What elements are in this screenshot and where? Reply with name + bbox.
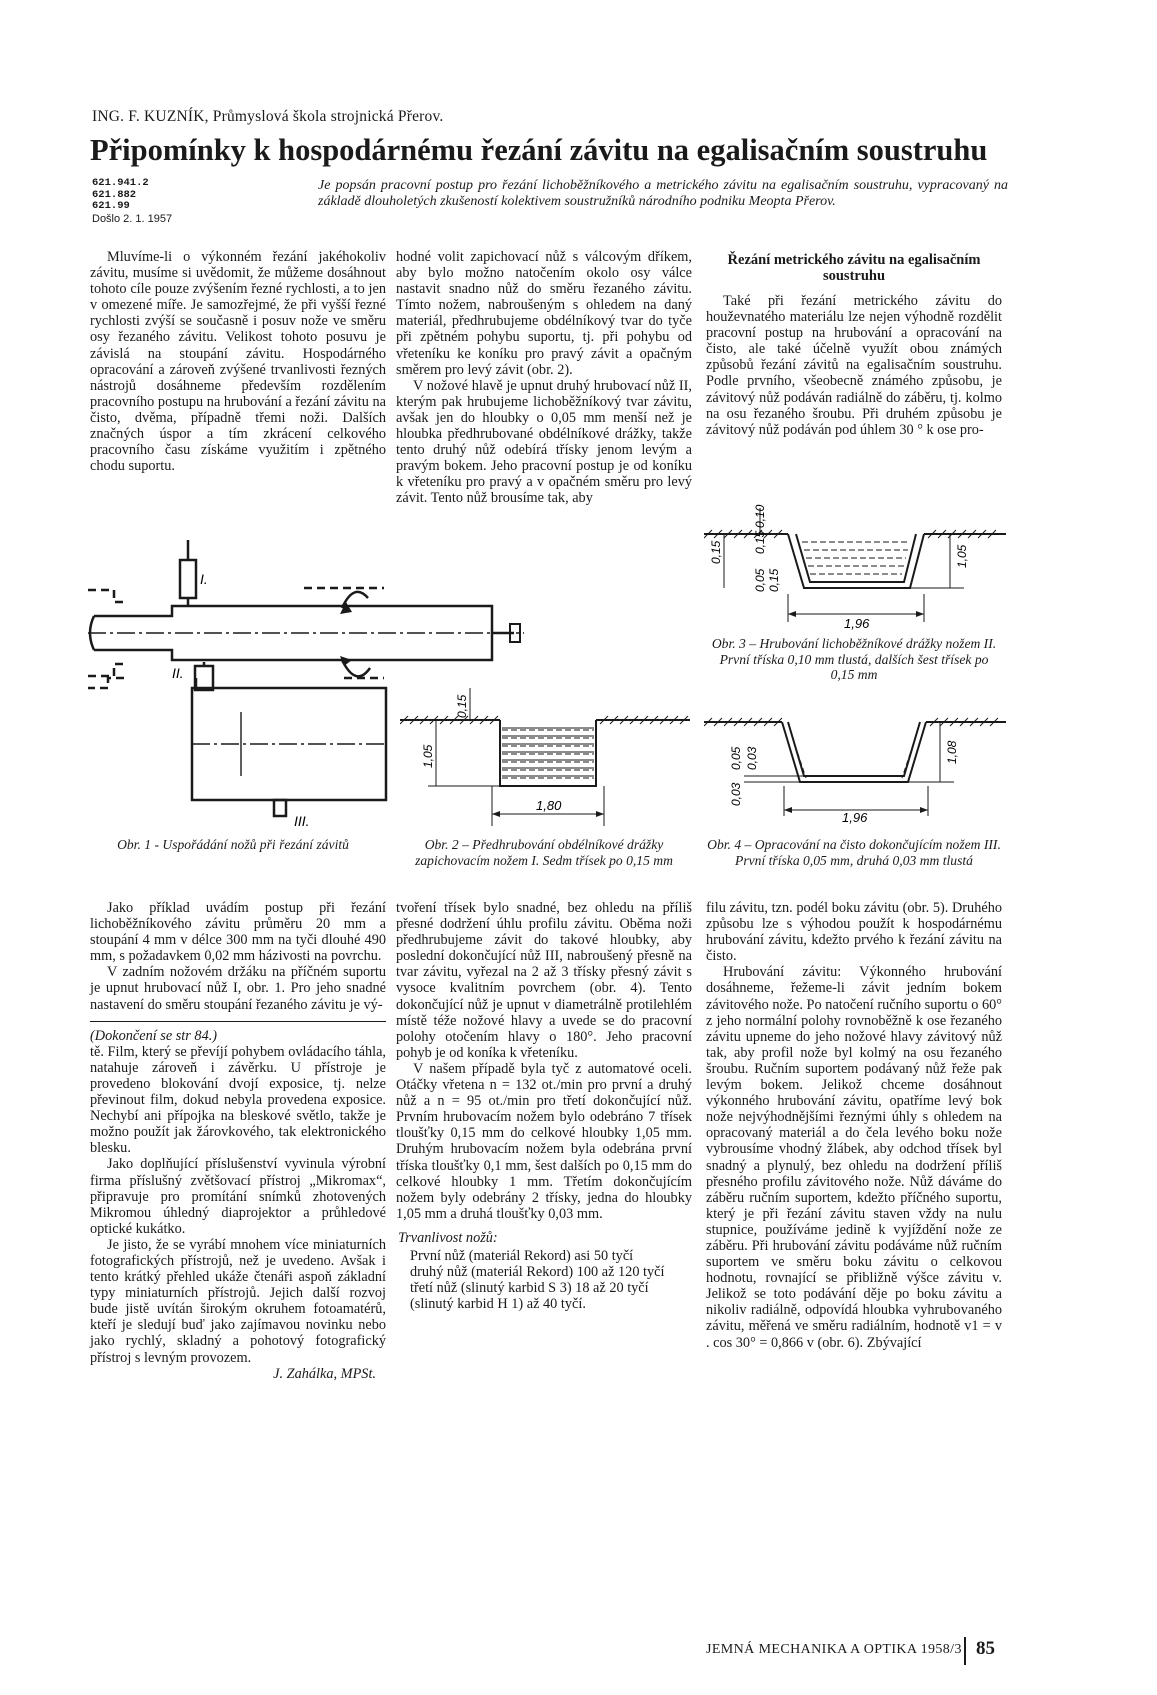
list-item: druhý nůž (materiál Rekord) 100 až 120 tyčí: [410, 1264, 665, 1281]
fig3-dim: 0,15: [753, 530, 767, 554]
durability-title: Trvanlivost nožů:: [398, 1229, 498, 1246]
fig3-dim: 0,05: [753, 568, 767, 592]
fig4-dim: 0,03: [745, 746, 759, 770]
figure-4-drawing: [704, 706, 1006, 828]
divider: [90, 1021, 386, 1022]
fig1-label-2: II.: [172, 665, 184, 681]
fig2-dim: 1,80: [536, 798, 562, 813]
signature: J. Zahálka, MPSt.: [273, 1365, 376, 1382]
udc-code: 621.941.2: [92, 177, 149, 189]
paragraph: tě. Film, který se převíjí pohybem ovládacího táhla, natahuje zároveň i závěrku. U přístroje je provedeno blokování dvojí exposice, tj. nelze převinout film, dokud nebyla provedena exposice. Nechybí ani přípojka na bleskové světlo, takže je možno použít jak žárovkového, tak elektronického blesku.: [90, 1043, 386, 1157]
fig3-dim: 1,05: [955, 544, 969, 568]
fig4-dim: 1,08: [945, 740, 959, 764]
paragraph: Mluvíme-li o výkonném řezání jakéhokoliv závitu, musíme si uvědomit, že můžeme dosáhnout tohoto cíle pouze zvýšením řezné rychlosti, a to jen v omezené míře. Je samozřejmé, že při vyšší řezné rychlosti zvýší se současně i posuv nože ve směru osy řezaného závitu. Velikost tohoto posuvu je závislá na stoupání závitu. Hospodárného opracování a zároveň zvýšené trvanlivosti řezných nástrojů dosáhneme především rozdělením pracovního postupu na hrubování a řezání závitu na čisto, dvěma, případně třemi noži. Dalších značných úspor a tím zkrácení celkového pracovního času získáme využitím i zpětného chodu suportu.: [90, 249, 386, 475]
paragraph: filu závitu, tzn. podél boku závitu (obr. 5). Druhého způsobu lze s výhodou použít k hospodárnému hrubování závitu, kdežto prvého k řezání závitu na čisto.: [706, 900, 1002, 965]
page-number: 85: [976, 1638, 995, 1659]
figure-4-caption: Obr. 4 – Opracování na čisto dokončujícím nožem III. První tříska 0,05 mm, druhá 0,03 mm tlustá: [707, 837, 1001, 868]
section-heading: Řezání metrického závitu na egalisačním soustruhu: [727, 252, 981, 284]
list-item: První nůž (materiál Rekord) asi 50 tyčí: [410, 1247, 634, 1264]
list-item: (slinutý karbid H 1) až 40 tyčí.: [410, 1296, 586, 1313]
top-column-1: [90, 249, 386, 474]
bottom-column-3: [706, 900, 1002, 1351]
paragraph: Je jisto, že se vyrábí mnohem více miniaturních fotografických přístrojů, než je uvedeno. Avšak i tento krátký přehled ukáže čtenáři aspoň základní typy miniaturních přístrojů. Jejich další rozvoj bude jistě uvítán širokým okruhem fotoamatérů, kteří je sledují buď jako zajímavou novinku nebo jako rychlý, skladný a pohotový fotografický přístroj s levným provozem.: [90, 1236, 386, 1366]
fig4-dim: 0,05: [729, 746, 743, 770]
figure-3-caption: Obr. 3 – Hrubování lichoběžníkové drážky nožem II. První tříska 0,10 mm tlustá, dalších šest třísek po 0,15 mm: [711, 636, 997, 682]
paragraph: tvoření třísek bylo snadné, bez ohledu na příliš přesné dodržení úhlu profilu závitu. Oběma noži předhrubujeme závit do takové hloubky, aby poslední dokončující nůž III, nabroušený přesně na tvar závitu, vyřezal na 2 až 3 třísky přesný závit s vysoce kvalitním povrchem (obr. 4). Tento dokončující nůž je upnut v diametrálně protilehlém místě téže nožové hlavy a uvede se do pracovní polohy otočením hlavy o 180°. Jeho pracovní pohyb je od koníka k vřeteníku.: [396, 900, 692, 1061]
paragraph: Jako příklad uvádím postup při řezání lichoběžníkového závitu průměru 20 mm a stoupání 4 mm v délce 300 mm na tyči dlouhé 490 mm, s požadavkem 0,02 mm házivosti na povrchu.: [90, 900, 386, 965]
fig2-dim: 1,05: [421, 744, 435, 768]
paragraph: V našem případě byla tyč z automatové oceli. Otáčky vřetena n = 132 ot./min pro první a druhý nůž a n = 95 ot./min pro třetí dokončující nůž. Prvním hrubovacím nožem bylo odebráno 7 třísek tloušťky 0,15 mm do celkové hloubky 1,05 mm. Druhým hrubovacím nožem byla odebrána první tříska tloušťky 0,1 mm, šest dalších po 0,15 mm do celkové hloubky 1 mm. Třetím dokončujícím nožem byly odebrány 2 třísky, jedna do hloubky 1,05 mm a druhá tloušťky 0,03 mm.: [396, 1060, 692, 1222]
paragraph: hodné volit zapichovací nůž s válcovým dříkem, aby bylo možno natočením okolo osy válce nastavit snadno nůž do směru řezaného závitu. Tímto nožem, nabroušeným s ohledem na daný materiál, předhrubujeme obdélníkový tvar do tyče při zpětném pohybu suportu, tj. při pohybu od vřeteníku ke koníku pro pravý závit a opačným směrem pro levý závit (obr. 2).: [396, 249, 692, 378]
fig3-dim: 0,15: [767, 568, 781, 592]
figure-2-caption: Obr. 2 – Předhrubování obdélníkové drážky zapichovacím nožem I. Sedm třísek po 0,15 mm: [415, 837, 673, 868]
author-line: ING. F. KUZNÍK, Průmyslová škola strojnická Přerov.: [92, 108, 444, 125]
paragraph: Jako doplňující příslušenství vyvinula výrobní firma příslušný zvětšovací přístroj „Mikromax“, připravuje pro promítání snímků zhotovených Mikromou úhledný diaprojektor a průhledové optické kukátko.: [90, 1156, 386, 1237]
udc-code: 621.99: [92, 200, 130, 212]
received-date: Došlo 2. 1. 1957: [92, 212, 173, 225]
bottom-column-1: [90, 900, 386, 1382]
footer-divider: [964, 1637, 966, 1665]
figure-1-caption: Obr. 1 - Uspořádání nožů při řezání závitů: [117, 837, 349, 852]
paragraph: V zadním nožovém držáku na příčném suportu je upnut hrubovací nůž I, obr. 1. Pro jeho snadné nastavení do směru stoupání řezaného závitu je vý-: [90, 964, 386, 1013]
fig3-dim: 0,15: [709, 540, 723, 564]
fig3-dim: 0,10: [753, 504, 767, 528]
fig1-label-1: I.: [200, 571, 208, 587]
paragraph: Hrubování závitu: Výkonného hrubování dosáhneme, řežeme-li závit jedním bokem závitového nože. Po natočení ručního suportu o 60° z jeho normální polohy rovnoběžně k ose řezaného závitu upneme do jeho nožové hlavy závitový nůž tak, aby profil nože byl kolmý na osu řezaného šroubu. Ručním suportem podávaný nůž řeže pak levým bokem. Jelikož chceme dosáhnout výkonného hrubování závitu, opatříme levý bok nože nejvýhodnějšími řeznými úhly s ohledem na opracovaný materiál a do čela levého boku nože vybrousíme vhodný žlábek, aby odchod třísek byl snadný a plynulý, bez ohledu na dodržení příliš přesného profilu závitového nože. Nůž dáváme do záběru ručním suportem, kdežto příčného suportu, který je při řezání závitu staven vždy na nulu stupnice, používáme jedině k vyjíždění nože ze záběru. Při hrubování závitu podáváme nůž ručním suportem ve směru boku závitu o celkovou hodnotu, rovnající se přibližně výšce závitu v. Jelikož se toto podávání děje po boku závitu a nikoliv radiálně, odpovídá hloubka vyhrubovaného závitu, měřená ve směru radiálním, hodnotě v1 = v . cos 30° = 0,866 v (obr. 6). Zbývající: [706, 964, 1002, 1351]
paragraph: Také při řezání metrického závitu do houževnatého materiálu lze nejen výhodně rozdělit pracovní postup na hrubování a opracování na čisto, ale také účelně využít obou známých způsobů řezání závitů na egalisačním soustruhu. Podle prvního, všeobecně známého způsobu, je závitový nůž podáván radiálně do záběru, tj. kolmo na osu řezaného šroubu. Při druhém způsobu je závitový nůž podáván pod úhlem 30 ° k ose pro-: [706, 293, 1002, 438]
udc-block: [92, 178, 172, 225]
top-column-2: [396, 249, 692, 507]
list-item: třetí nůž (slinutý karbid S 3) 18 až 20 tyčí: [410, 1280, 649, 1297]
figure-3-drawing: [704, 498, 1006, 630]
figure-2-drawing: [400, 688, 690, 828]
abstract: Je popsán pracovní postup pro řezání lichoběžníkového a metrického závitu na egalisačním soustruhu, vypracovaný na základě dlouholetých zkušeností kolektivem soustružníků národního podniku Meopta Přerov.: [318, 178, 1008, 209]
fig1-label-3: III.: [294, 813, 310, 828]
fig2-dim: 0,15: [455, 694, 469, 718]
udc-code: 621.882: [92, 188, 137, 201]
article-title: Připomínky k hospodárnému řezání závitu na egalisačním soustruhu: [90, 133, 988, 167]
footer-journal: JEMNÁ MECHANIKA A OPTIKA 1958/3: [706, 1642, 962, 1657]
fig3-dim: 1,96: [844, 616, 870, 630]
continuation-note: (Dokončení se str 84.): [90, 1027, 218, 1044]
fig4-dim: 1,96: [842, 810, 868, 825]
durability-list: [396, 1248, 692, 1312]
bottom-column-2: [396, 900, 692, 1312]
fig4-dim: 0,03: [729, 782, 743, 806]
top-column-3: [706, 252, 1002, 438]
paragraph: V nožové hlavě je upnut druhý hrubovací nůž II, kterým pak hrubujeme lichoběžníkový tvar závitu, avšak jen do hloubky o 0,05 mm menší než je hloubka předhrubované obdélníkové drážky, takže tento druhý nůž odebírá třísky jenom levým a pravým bokem. Jeho pracovní postup je od koníku k vřeteníku pro pravý a v opačném směru pro levý závit. Tento nůž brousíme tak, aby: [396, 377, 692, 507]
